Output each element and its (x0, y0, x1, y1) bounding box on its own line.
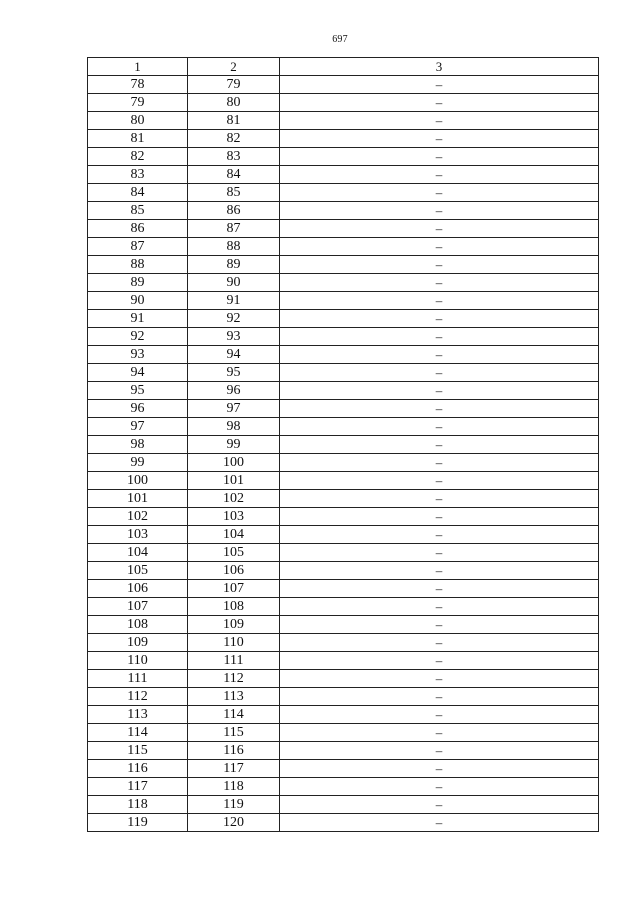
table-cell-col-1: 79 (88, 94, 188, 112)
table-row (88, 436, 599, 454)
table-row (88, 724, 599, 742)
table-cell-col-3: – (280, 688, 599, 706)
table-cell-col-1: 80 (88, 112, 188, 130)
table-cell-col-2: 80 (188, 94, 280, 112)
table-row (88, 490, 599, 508)
table-cell-col-2: 107 (188, 580, 280, 598)
table-cell-col-1: 84 (88, 184, 188, 202)
table-row (88, 328, 599, 346)
table-cell-col-1: 112 (88, 688, 188, 706)
table-row (88, 364, 599, 382)
table-cell-col-1: 115 (88, 742, 188, 760)
table-cell-col-2: 79 (188, 76, 280, 94)
table-cell-col-1: 92 (88, 328, 188, 346)
table-cell-col-3: – (280, 814, 599, 832)
table-cell-col-3: – (280, 202, 599, 220)
table-cell-col-3: – (280, 616, 599, 634)
table-cell-col-1: 105 (88, 562, 188, 580)
table-row (88, 706, 599, 724)
table-cell-col-1: 95 (88, 382, 188, 400)
table-cell-col-3: – (280, 580, 599, 598)
table-row (88, 778, 599, 796)
table-cell-col-1: 93 (88, 346, 188, 364)
table-row (88, 400, 599, 418)
table-row (88, 256, 599, 274)
table-cell-col-2: 101 (188, 472, 280, 490)
table-cell-col-2: 99 (188, 436, 280, 454)
table-cell-col-3: – (280, 76, 599, 94)
table-cell-col-2: 86 (188, 202, 280, 220)
table-cell-col-1: 97 (88, 418, 188, 436)
table-cell-col-2: 109 (188, 616, 280, 634)
table-row (88, 454, 599, 472)
table-cell-col-2: 93 (188, 328, 280, 346)
table-row (88, 202, 599, 220)
table-cell-col-2: 108 (188, 598, 280, 616)
table-cell-col-2: 84 (188, 166, 280, 184)
table-cell-col-1: 113 (88, 706, 188, 724)
table-cell-col-1: 85 (88, 202, 188, 220)
table-cell-col-2: 95 (188, 364, 280, 382)
table-cell-col-1: 89 (88, 274, 188, 292)
table-row (88, 526, 599, 544)
table-cell-col-3: – (280, 166, 599, 184)
table-cell-col-3: – (280, 328, 599, 346)
table-cell-col-2: 114 (188, 706, 280, 724)
table-cell-col-3: – (280, 490, 599, 508)
table-body (88, 76, 599, 832)
table-cell-col-3: – (280, 112, 599, 130)
table-cell-col-2: 104 (188, 526, 280, 544)
table-row (88, 580, 599, 598)
table-cell-col-1: 83 (88, 166, 188, 184)
table-cell-col-1: 110 (88, 652, 188, 670)
table-cell-col-3: – (280, 472, 599, 490)
table-cell-col-1: 103 (88, 526, 188, 544)
table-row (88, 220, 599, 238)
table-row (88, 112, 599, 130)
table-cell-col-3: – (280, 382, 599, 400)
table-row (88, 166, 599, 184)
column-header-1: 1 (88, 58, 188, 76)
table-cell-col-3: – (280, 274, 599, 292)
table-cell-col-1: 106 (88, 580, 188, 598)
data-table-container (87, 57, 598, 832)
table-cell-col-2: 96 (188, 382, 280, 400)
table-cell-col-1: 81 (88, 130, 188, 148)
table-row (88, 670, 599, 688)
table-cell-col-1: 99 (88, 454, 188, 472)
table-cell-col-3: – (280, 292, 599, 310)
table-cell-col-2: 113 (188, 688, 280, 706)
table-row (88, 814, 599, 832)
table-cell-col-3: – (280, 148, 599, 166)
table-row (88, 310, 599, 328)
table-cell-col-2: 117 (188, 760, 280, 778)
table-row (88, 544, 599, 562)
table-cell-col-2: 120 (188, 814, 280, 832)
table-cell-col-3: – (280, 256, 599, 274)
table-cell-col-1: 100 (88, 472, 188, 490)
table-row (88, 616, 599, 634)
table-cell-col-3: – (280, 220, 599, 238)
table-row (88, 652, 599, 670)
table-cell-col-3: – (280, 400, 599, 418)
table-header-row (88, 58, 599, 76)
table-row (88, 598, 599, 616)
table-row (88, 346, 599, 364)
table-cell-col-3: – (280, 94, 599, 112)
table-row (88, 94, 599, 112)
table-cell-col-3: – (280, 724, 599, 742)
table-cell-col-2: 103 (188, 508, 280, 526)
table-cell-col-3: – (280, 598, 599, 616)
table-cell-col-3: – (280, 184, 599, 202)
table-row (88, 130, 599, 148)
table-cell-col-2: 111 (188, 652, 280, 670)
table-row (88, 148, 599, 166)
table-cell-col-3: – (280, 418, 599, 436)
table-cell-col-3: – (280, 670, 599, 688)
table-cell-col-1: 111 (88, 670, 188, 688)
table-cell-col-2: 118 (188, 778, 280, 796)
table-cell-col-2: 83 (188, 148, 280, 166)
table-cell-col-3: – (280, 634, 599, 652)
table-cell-col-1: 104 (88, 544, 188, 562)
table-cell-col-3: – (280, 310, 599, 328)
table-row (88, 562, 599, 580)
table-cell-col-2: 81 (188, 112, 280, 130)
table-cell-col-2: 105 (188, 544, 280, 562)
table-cell-col-3: – (280, 796, 599, 814)
table-cell-col-2: 106 (188, 562, 280, 580)
table-cell-col-1: 91 (88, 310, 188, 328)
table-cell-col-1: 108 (88, 616, 188, 634)
data-table (87, 57, 599, 832)
table-cell-col-1: 114 (88, 724, 188, 742)
column-header-3: 3 (280, 58, 599, 76)
table-row (88, 382, 599, 400)
table-cell-col-1: 90 (88, 292, 188, 310)
table-cell-col-1: 88 (88, 256, 188, 274)
table-cell-col-1: 94 (88, 364, 188, 382)
table-cell-col-1: 119 (88, 814, 188, 832)
table-cell-col-2: 85 (188, 184, 280, 202)
table-cell-col-2: 82 (188, 130, 280, 148)
table-cell-col-3: – (280, 706, 599, 724)
table-cell-col-1: 98 (88, 436, 188, 454)
table-cell-col-3: – (280, 346, 599, 364)
table-row (88, 508, 599, 526)
table-row (88, 688, 599, 706)
table-cell-col-1: 117 (88, 778, 188, 796)
table-cell-col-2: 92 (188, 310, 280, 328)
table-cell-col-1: 116 (88, 760, 188, 778)
table-cell-col-3: – (280, 544, 599, 562)
table-cell-col-1: 101 (88, 490, 188, 508)
table-cell-col-2: 116 (188, 742, 280, 760)
table-cell-col-2: 87 (188, 220, 280, 238)
table-row (88, 418, 599, 436)
table-cell-col-2: 91 (188, 292, 280, 310)
table-cell-col-1: 107 (88, 598, 188, 616)
table-cell-col-3: – (280, 508, 599, 526)
table-cell-col-3: – (280, 526, 599, 544)
table-cell-col-1: 102 (88, 508, 188, 526)
table-cell-col-3: – (280, 436, 599, 454)
table-cell-col-3: – (280, 778, 599, 796)
table-cell-col-1: 86 (88, 220, 188, 238)
table-row (88, 472, 599, 490)
table-cell-col-2: 119 (188, 796, 280, 814)
table-cell-col-1: 96 (88, 400, 188, 418)
table-cell-col-1: 87 (88, 238, 188, 256)
table-cell-col-3: – (280, 760, 599, 778)
table-cell-col-3: – (280, 652, 599, 670)
table-cell-col-2: 89 (188, 256, 280, 274)
table-row (88, 634, 599, 652)
table-cell-col-1: 82 (88, 148, 188, 166)
page-number: 697 (332, 34, 348, 45)
table-cell-col-1: 118 (88, 796, 188, 814)
table-cell-col-2: 88 (188, 238, 280, 256)
table-cell-col-3: – (280, 742, 599, 760)
table-row (88, 184, 599, 202)
table-cell-col-2: 100 (188, 454, 280, 472)
table-row (88, 274, 599, 292)
table-cell-col-3: – (280, 238, 599, 256)
table-cell-col-1: 109 (88, 634, 188, 652)
table-cell-col-3: – (280, 364, 599, 382)
table-cell-col-2: 115 (188, 724, 280, 742)
table-cell-col-2: 102 (188, 490, 280, 508)
table-row (88, 238, 599, 256)
table-row (88, 76, 599, 94)
table-row (88, 796, 599, 814)
table-cell-col-3: – (280, 130, 599, 148)
table-cell-col-2: 90 (188, 274, 280, 292)
table-row (88, 742, 599, 760)
table-cell-col-2: 112 (188, 670, 280, 688)
table-cell-col-2: 97 (188, 400, 280, 418)
table-cell-col-3: – (280, 562, 599, 580)
column-header-2: 2 (188, 58, 280, 76)
table-cell-col-1: 78 (88, 76, 188, 94)
table-cell-col-3: – (280, 454, 599, 472)
table-cell-col-2: 98 (188, 418, 280, 436)
table-cell-col-2: 110 (188, 634, 280, 652)
table-cell-col-2: 94 (188, 346, 280, 364)
table-row (88, 760, 599, 778)
table-row (88, 292, 599, 310)
